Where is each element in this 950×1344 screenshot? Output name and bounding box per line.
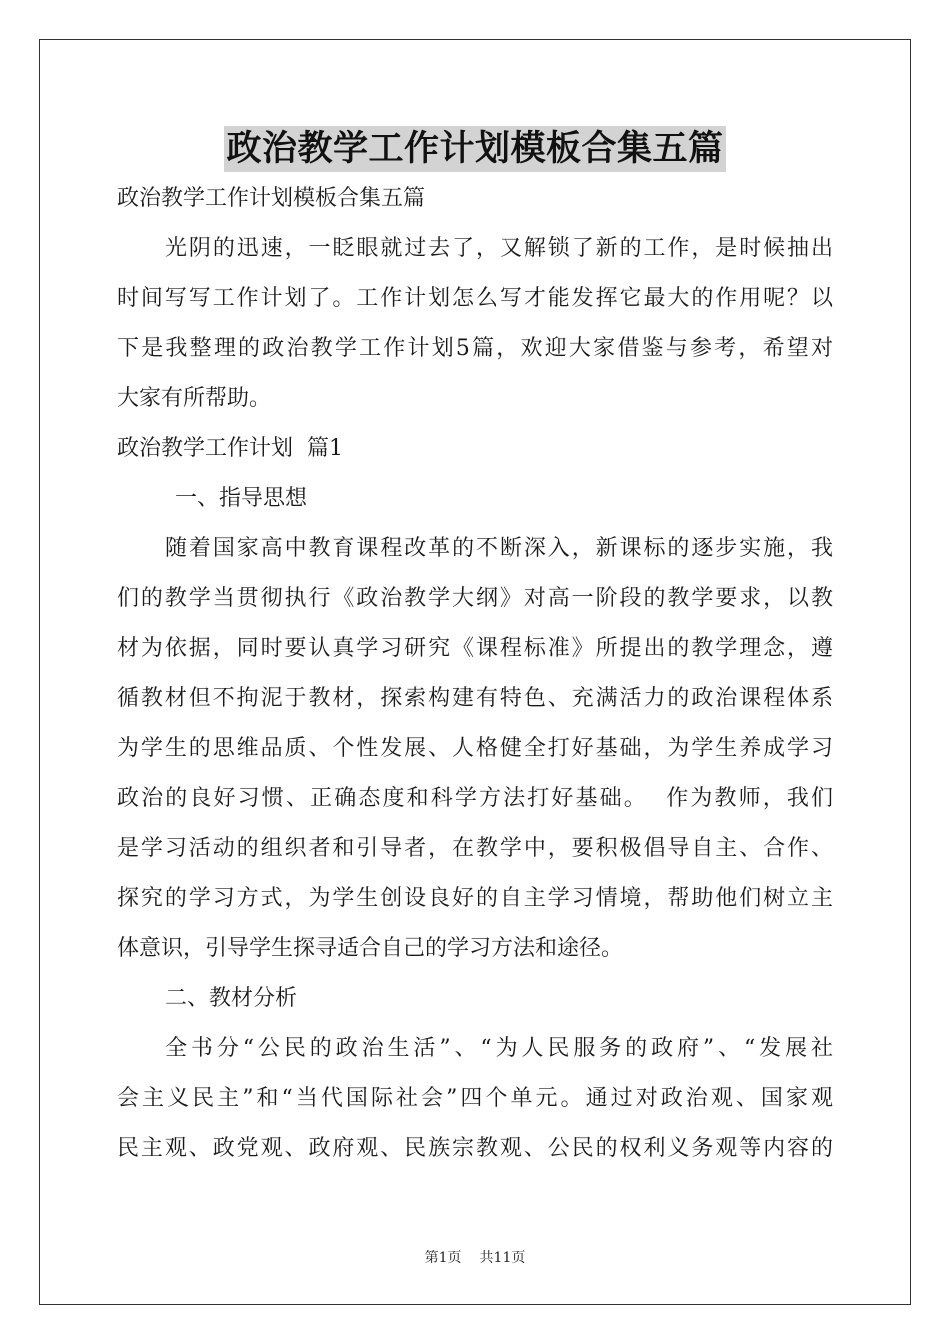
subsection-heading: 二、教材分析 <box>165 986 298 1011</box>
paragraph-line: 体意识，引导学生探寻适合自己的学习方法和途径。 <box>117 936 624 961</box>
paragraph-line: 下是我整理的政治教学工作计划5篇，欢迎大家借鉴与参考，希望对 <box>117 336 833 361</box>
paragraph-line: 材为依据，同时要认真学习研究《课程标准》所提出的教学理念，遵 <box>117 636 833 661</box>
paragraph-line: 为学生的思维品质、个性发展、人格健全打好基础，为学生养成学习 <box>117 736 833 761</box>
paragraph-line: 时间写写工作计划了。工作计划怎么写才能发挥它最大的作用呢？以 <box>117 286 833 311</box>
paragraph-line: 政治的良好习惯、正确态度和科学方法打好基础。 作为教师，我们 <box>117 786 833 811</box>
paragraph-line: 是学习活动的组织者和引导者，在教学中，要积极倡导自主、合作、 <box>117 836 833 861</box>
paragraph-line: 民主观、政党观、政府观、民族宗教观、公民的权利义务观等内容的 <box>117 1136 833 1161</box>
paragraph-line: 全书分“公民的政治生活”、“为人民服务的政府”、“发展社 <box>165 1036 833 1061</box>
paragraph-line: 随着国家高中教育课程改革的不断深入，新课标的逐步实施，我 <box>165 536 833 561</box>
page-number-total: 共11页 <box>479 1250 526 1266</box>
paragraph-line: 探究的学习方式，为学生创设良好的自主学习情境，帮助他们树立主 <box>117 886 833 911</box>
paragraph-line: 们的教学当贯彻执行《政治教学大纲》对高一阶段的教学要求，以教 <box>117 586 833 611</box>
title-container <box>0 126 950 172</box>
page-number-current: 第1页 <box>424 1250 462 1266</box>
page-footer <box>0 1248 950 1268</box>
section-heading: 政治教学工作计划 篇1 <box>117 436 343 461</box>
page-border <box>39 39 911 1305</box>
paragraph-line: 大家有所帮助。 <box>117 386 272 411</box>
paragraph-line: 循教材但不拘泥于教材，探索构建有特色、充满活力的政治课程体系 <box>117 686 833 711</box>
subsection-heading: 一、指导思想 <box>175 486 308 511</box>
subtitle-line: 政治教学工作计划模板合集五篇 <box>117 186 426 211</box>
paragraph-line: 光阴的迅速，一眨眼就过去了，又解锁了新的工作，是时候抽出 <box>165 236 833 261</box>
document-title: 政治教学工作计划模板合集五篇 <box>224 126 725 172</box>
paragraph-line: 会主义民主”和“当代国际社会”四个单元。通过对政治观、国家观 <box>117 1086 833 1111</box>
